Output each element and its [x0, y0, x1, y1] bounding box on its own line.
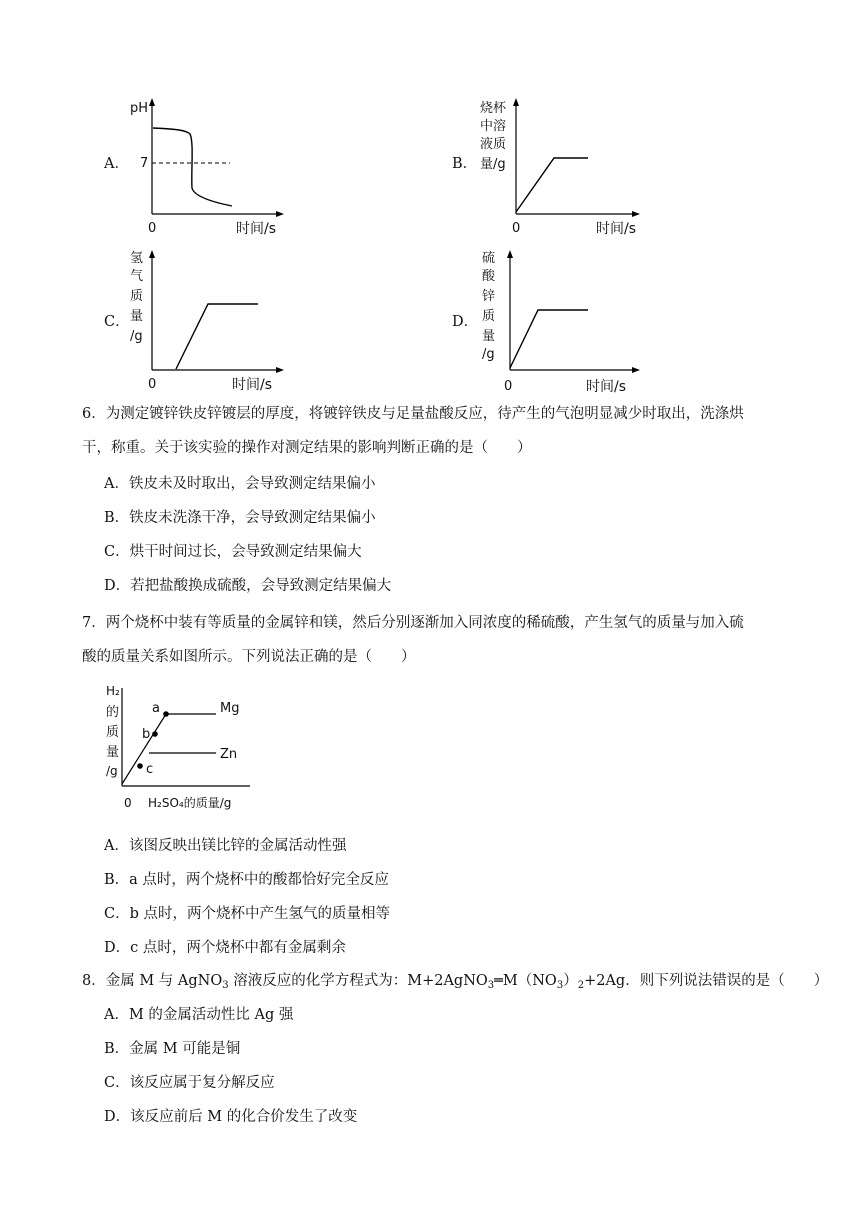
origin-label: 0 — [512, 221, 521, 236]
y-axis-label-line4: 量 — [130, 309, 144, 324]
q7-option-b: B．a 点时，两个烧杯中的酸都恰好完全反应 — [104, 872, 389, 888]
x-axis-arrow — [632, 367, 640, 373]
origin-label: 0 — [148, 221, 157, 236]
q6-stem-line1: 6．为测定镀锌铁皮锌镀层的厚度，将镀锌铁皮与足量盐酸反应，待产生的气泡明显减少时取出，洗涤烘 — [82, 406, 744, 422]
q5-option-a-label: A． — [104, 156, 129, 172]
q8-option-c: C．该反应属于复分解反应 — [104, 1075, 275, 1091]
y-axis-label-line4: 量 — [106, 745, 120, 760]
q8-stem-sub3: 3 — [556, 980, 564, 991]
mass-curve — [516, 158, 588, 212]
hydrogen-curve — [176, 304, 258, 369]
x-axis-label: 时间/s — [232, 377, 273, 393]
q7-option-a: A．该图反映出镁比锌的金属活动性强 — [104, 838, 347, 854]
y-axis-label: pH — [130, 101, 149, 116]
y-axis-label-line3: 液质 — [480, 137, 507, 152]
x-axis-label: 时间/s — [596, 221, 637, 237]
point-a — [163, 711, 169, 717]
q5-graph-a — [120, 92, 300, 242]
y-axis-label-line5: /g — [130, 329, 143, 344]
zinc-sulfate-curve — [510, 310, 588, 368]
y-axis-label-line3: 锌 — [482, 289, 496, 304]
y-axis-label-line3: 质 — [106, 725, 120, 740]
q5-graph-c — [120, 244, 300, 394]
q6-stem-line2: 干，称重。关于该实验的操作对测定结果的影响判断正确的是（ ） — [82, 440, 532, 456]
zn-series-label: Zn — [220, 747, 238, 762]
origin-label: 0 — [124, 796, 132, 810]
q6-option-d: D．若把盐酸换成硫酸，会导致测定结果偏大 — [104, 578, 392, 594]
y-axis-label-line6: /g — [482, 347, 495, 362]
y-axis-label-line1: 氢 — [130, 251, 144, 266]
q8-option-d: D．该反应前后 M 的化合价发生了改变 — [104, 1109, 358, 1125]
mg-line — [122, 714, 216, 784]
ph7-tick-label: 7 — [140, 156, 149, 171]
q7-graph — [100, 680, 270, 816]
point-c — [137, 763, 143, 769]
q5-graph-d — [476, 244, 656, 396]
x-axis-label: H₂SO₄的质量/g — [148, 796, 232, 810]
q6-option-b: B．铁皮未洗涤干净，会导致测定结果偏小 — [104, 510, 376, 526]
mg-series-label: Mg — [220, 701, 240, 716]
x-axis-label: 时间/s — [586, 379, 627, 395]
point-b — [152, 731, 158, 737]
q8-stem — [82, 964, 829, 1003]
q5-option-d-label: D． — [452, 314, 479, 330]
point-a-label: a — [152, 701, 160, 716]
q7-option-d: D．c 点时，两个烧杯中都有金属剩余 — [104, 940, 346, 956]
y-axis-label-line1: 烧杯 — [480, 101, 507, 116]
point-b-label: b — [142, 727, 151, 742]
origin-label: 0 — [148, 377, 157, 392]
y-axis-label-line5: /g — [106, 764, 118, 778]
y-axis-arrow — [149, 250, 155, 258]
y-axis-label-line2: 的 — [106, 705, 120, 720]
q7-stem-line2: 酸的质量关系如图所示。下列说法正确的是（ ） — [82, 649, 416, 665]
x-axis-label: 时间/s — [236, 221, 277, 237]
y-axis-label-line1: H₂ — [106, 684, 120, 698]
point-c-label: c — [146, 762, 154, 777]
q8-stem-sub4: 2 — [577, 980, 585, 991]
y-axis-label-line4: 量/g — [480, 157, 506, 172]
x-axis-arrow — [276, 211, 284, 217]
ph-curve — [153, 128, 232, 206]
y-axis-label-line2: 酸 — [482, 269, 496, 284]
q5-option-b-label: B． — [452, 156, 478, 172]
y-axis-arrow — [149, 98, 155, 106]
q5-option-c-label: C． — [104, 314, 130, 330]
y-axis-label-line5: 量 — [482, 329, 496, 344]
q8-stem-sub1: 3 — [222, 980, 229, 991]
x-axis-arrow — [632, 211, 640, 217]
q8-stem-part3: ═M（NO — [494, 973, 557, 989]
q8-option-a: A．M 的金属活动性比 Ag 强 — [104, 1007, 294, 1023]
q8-stem-part2: 溶液反应的化学方程式为：M+2AgNO — [228, 973, 488, 989]
q8-stem-part4: ） — [563, 973, 578, 989]
q8-stem-part1: 8．金属 M 与 AgNO — [82, 973, 223, 989]
x-axis-arrow — [276, 367, 284, 373]
y-axis-label-line4: 质 — [482, 309, 496, 324]
q5-graph-b — [476, 92, 656, 242]
y-axis-label-line2: 中溶 — [480, 119, 507, 134]
y-axis-arrow — [507, 250, 513, 258]
origin-label: 0 — [504, 379, 513, 394]
y-axis-arrow — [513, 98, 519, 106]
q6-option-a: A．铁皮未及时取出，会导致测定结果偏小 — [104, 476, 376, 492]
q8-stem-part5: +2Ag．则下列说法错误的是（ ） — [584, 973, 829, 989]
y-axis-label-line1: 硫 — [482, 251, 496, 266]
q7-stem-line1: 7．两个烧杯中装有等质量的金属锌和镁，然后分别逐渐加入同浓度的稀硫酸，产生氢气的质量与加入硫 — [82, 615, 744, 631]
q6-option-c: C．烘干时间过长，会导致测定结果偏大 — [104, 544, 362, 560]
y-axis-label-line3: 质 — [130, 289, 144, 304]
q7-option-c: C．b 点时，两个烧杯中产生氢气的质量相等 — [104, 906, 390, 922]
q8-option-b: B．金属 M 可能是铜 — [104, 1041, 241, 1057]
y-axis-label-line2: 气 — [130, 269, 144, 284]
q8-stem-sub2: 3 — [487, 980, 495, 991]
